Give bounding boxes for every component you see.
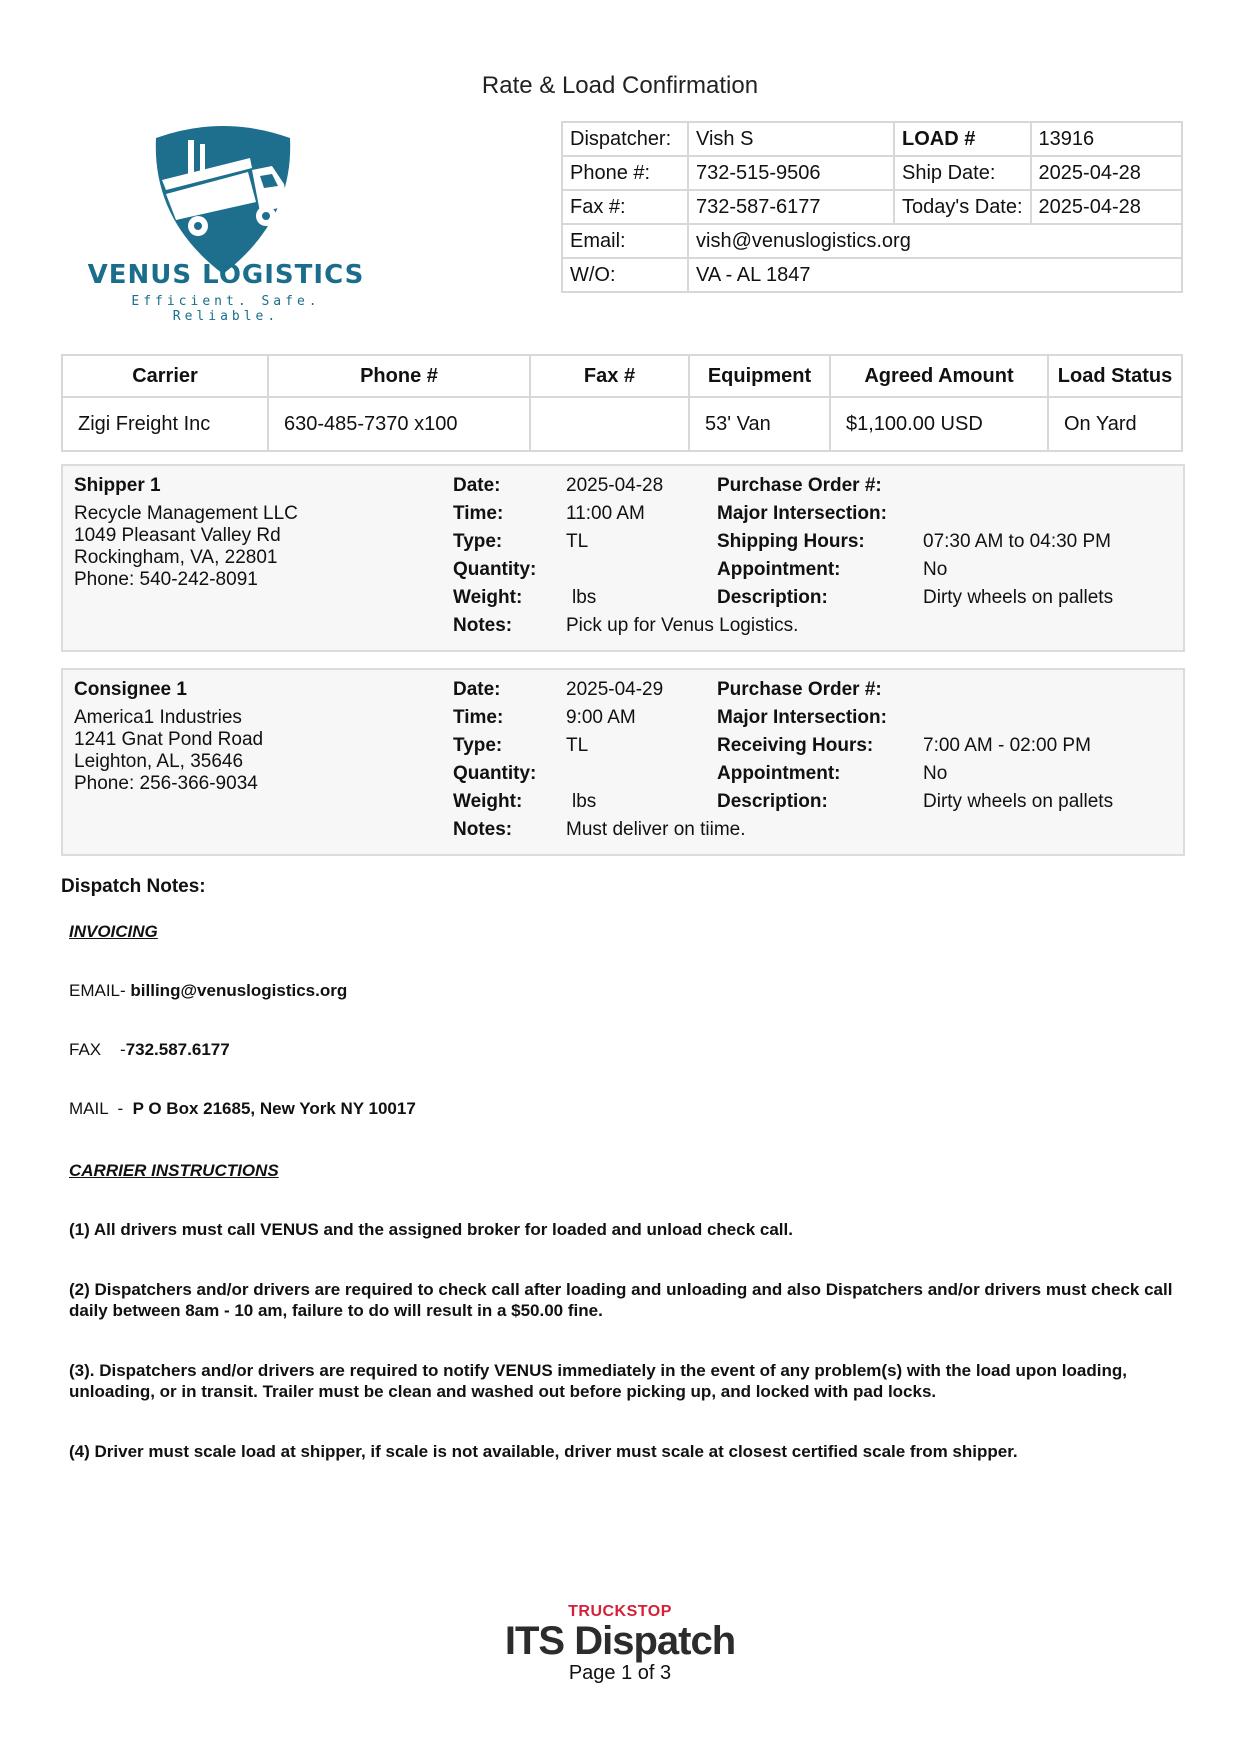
carrier-equipment: 53' Van [689,397,830,451]
consignee-notes: Must deliver on tiime. [566,819,746,840]
invoice-mail-line [69,1099,416,1119]
phone-label: Phone #: [562,156,688,190]
consignee-hours-label: Receiving Hours: [717,735,874,756]
shipper-name: Recycle Management LLC [74,503,298,524]
shipper-description-label: Description: [717,587,828,608]
invoice-fax-prefix: FAX - [69,1040,126,1059]
invoice-mail: P O Box 21685, New York NY 10017 [132,1099,416,1118]
shipper-date-label: Date: [453,475,501,496]
footer-brand-large: ITS Dispatch [504,1619,736,1663]
shipper-type: TL [566,531,589,552]
shipper-po-label: Purchase Order #: [717,475,882,496]
carrier-table [61,354,1183,452]
shipper-address-line1: 1049 Pleasant Valley Rd [74,525,281,546]
consignee-party [74,679,263,795]
consignee-section [61,668,1185,856]
column-header: Fax # [530,355,689,397]
column-header: Phone # [268,355,530,397]
consignee-weight: lbs [572,791,597,812]
load-status: On Yard [1048,397,1182,451]
document-title: Rate & Load Confirmation [481,72,759,99]
consignee-heading: Consignee 1 [74,679,187,700]
consignee-phone: Phone: 256-366-9034 [74,773,258,794]
shipper-type-label: Type: [453,531,503,552]
shipper-notes-label: Notes: [453,615,513,636]
agreed-amount: $1,100.00 USD [830,397,1048,451]
dispatch-notes-label: Dispatch Notes: [61,876,206,897]
email-label: Email: [562,224,688,258]
consignee-address-line2: Leighton, AL, 35646 [74,751,244,772]
shipper-notes: Pick up for Venus Logistics. [566,615,799,636]
todays-date-value: 2025-04-28 [1031,190,1182,224]
logo-name: VENUS LOGISTICS [87,260,365,290]
consignee-intersection-label: Major Intersection: [717,707,887,728]
fax-value: 732-587-6177 [688,190,894,224]
consignee-po-label: Purchase Order #: [717,679,882,700]
table-row [62,397,1182,451]
column-header: Load Status [1048,355,1182,397]
instruction-item: (1) All drivers must call VENUS and the assigned broker for loaded and unload check call. [69,1220,793,1239]
consignee-notes-label: Notes: [453,819,513,840]
shipper-time-label: Time: [453,503,504,524]
column-header: Equipment [689,355,830,397]
consignee-quantity-label: Quantity: [453,763,537,784]
wo-label: W/O: [562,258,688,292]
fax-label: Fax #: [562,190,688,224]
column-header: Carrier [62,355,268,397]
carrier-fax [530,397,689,451]
ship-date-label: Ship Date: [894,156,1031,190]
shipper-appointment: No [923,559,948,580]
invoice-fax: 732.587.6177 [125,1040,230,1059]
shipper-weight-label: Weight: [453,587,523,608]
dispatcher-value: Vish S [688,122,894,156]
shipper-section [61,464,1185,652]
instruction-item: (2) Dispatchers and/or drivers are required to check call after loading and unloading and also Dispatchers and/or drivers must check call daily between 8am - 10 am, failure to do will result in a $50.00 fine. [69,1280,1173,1320]
todays-date-label: Today's Date: [894,190,1031,224]
dispatcher-label: Dispatcher: [562,122,688,156]
consignee-description-label: Description: [717,791,828,812]
truck-shield-icon [148,120,298,276]
consignee-hours: 7:00 AM - 02:00 PM [923,735,1091,756]
carrier-instructions-heading: CARRIER INSTRUCTIONS [69,1161,279,1180]
shipper-hours: 07:30 AM to 04:30 PM [923,531,1112,552]
shipper-phone: Phone: 540-242-8091 [74,569,258,590]
shipper-appointment-label: Appointment: [717,559,841,580]
consignee-appointment: No [923,763,948,784]
dispatch-info-table [561,121,1183,293]
footer-brand-small: TRUCKSTOP [568,1603,672,1620]
email-value: vish@venuslogistics.org [688,224,1182,258]
page-number: Page 1 of 3 [568,1662,672,1684]
invoice-fax-line [69,1040,230,1060]
instruction-item: (3). Dispatchers and/or drivers are required to notify VENUS immediately in the event of any problem(s) with the load upon loading, unloading, or in transit. Trailer must be clean and washed out before picking up, and locked with pad locks. [69,1361,1127,1401]
consignee-type-label: Type: [453,735,503,756]
invoice-email: billing@venuslogistics.org [130,981,348,1000]
instruction-item: (4) Driver must scale load at shipper, if scale is not available, driver must scale at closest certified scale from shipper. [69,1442,1018,1461]
consignee-time: 9:00 AM [566,707,636,728]
invoice-mail-prefix: MAIL - [69,1099,133,1118]
shipper-time: 11:00 AM [566,503,645,524]
carrier-table-header [62,355,1182,397]
ship-date-value: 2025-04-28 [1031,156,1182,190]
consignee-time-label: Time: [453,707,504,728]
footer-brand-logo [0,1603,1240,1661]
load-number-label: LOAD # [894,122,1031,156]
shipper-heading: Shipper 1 [74,475,161,496]
consignee-description: Dirty wheels on pallets [923,791,1114,812]
shipper-weight: lbs [572,587,597,608]
company-logo [76,118,376,324]
shipper-hours-label: Shipping Hours: [717,531,865,552]
consignee-appointment-label: Appointment: [717,763,841,784]
load-number-value: 13916 [1031,122,1182,156]
column-header: Agreed Amount [830,355,1048,397]
invoice-email-line [69,981,347,1001]
shipper-party [74,475,298,591]
consignee-address-line1: 1241 Gnat Pond Road [74,729,264,750]
shipper-address-line2: Rockingham, VA, 22801 [74,547,278,568]
consignee-weight-label: Weight: [453,791,523,812]
logo-tagline: Efficient. Safe. Reliable. [131,294,321,324]
wo-value: VA - AL 1847 [688,258,1182,292]
consignee-name: America1 Industries [74,707,242,728]
consignee-date: 2025-04-29 [566,679,664,700]
carrier-phone: 630-485-7370 x100 [268,397,530,451]
shipper-intersection-label: Major Intersection: [717,503,887,524]
phone-value: 732-515-9506 [688,156,894,190]
consignee-type: TL [566,735,589,756]
carrier-name: Zigi Freight Inc [62,397,268,451]
invoice-email-prefix: EMAIL- [69,981,131,1000]
shipper-date: 2025-04-28 [566,475,664,496]
shipper-description: Dirty wheels on pallets [923,587,1114,608]
shipper-quantity-label: Quantity: [453,559,537,580]
invoicing-heading: INVOICING [69,922,158,941]
consignee-date-label: Date: [453,679,501,700]
